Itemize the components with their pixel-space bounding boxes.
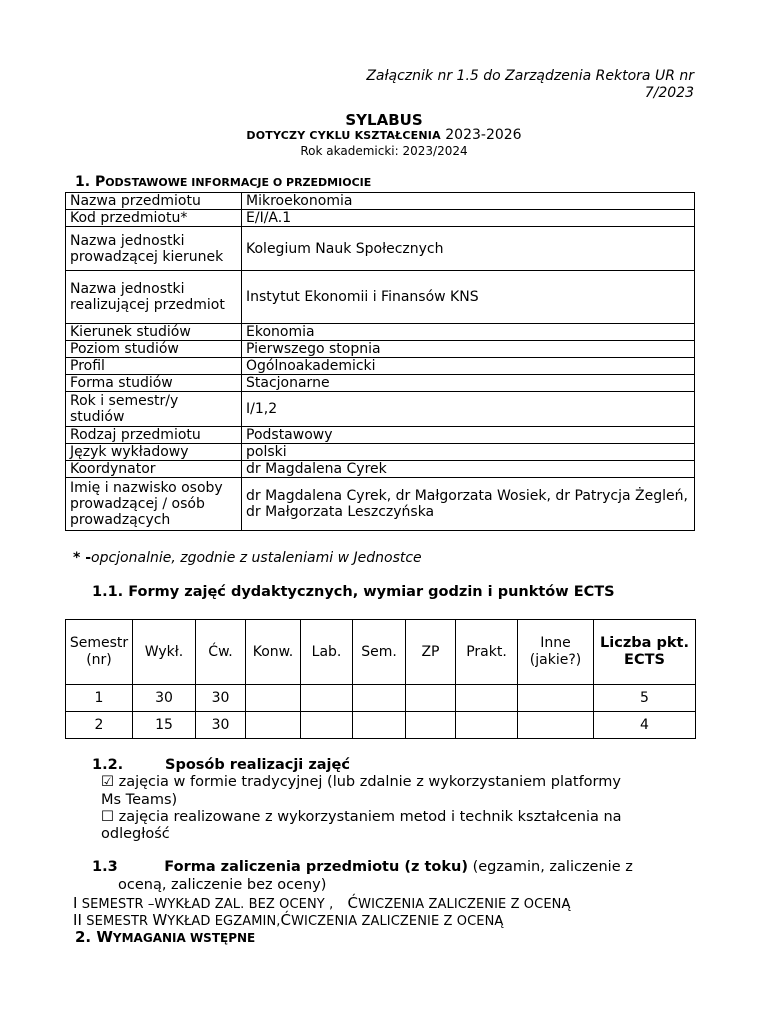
table-row — [66, 341, 695, 358]
sem2-part-a: II — [73, 911, 83, 929]
info-key: Poziom studiów — [66, 341, 242, 358]
info-key: Imię i nazwisko osoby prowadzącej / osób prowadzących — [66, 478, 242, 531]
info-key: Kod przedmiotu* — [66, 210, 242, 227]
footnote — [73, 550, 422, 566]
checkbox-checked-icon: ☑ — [101, 774, 114, 790]
section-2-number: 2. — [75, 928, 92, 946]
info-key: Rok i semestr/y studiów — [66, 392, 242, 427]
header-cell: Inne (jakie?) — [518, 620, 594, 685]
academic-year: Rok akademicki: 2023/2024 — [300, 144, 468, 158]
header-cell: Lab. — [301, 620, 353, 685]
section-1-3-desc: (egzamin, zaliczenie z — [472, 859, 633, 875]
table-header-row — [66, 620, 696, 685]
table-cell — [301, 712, 353, 739]
table-row — [66, 444, 695, 461]
section-1-first-letter: P — [94, 174, 106, 190]
sem1-part-a: I — [73, 894, 78, 912]
info-value: dr Magdalena Cyrek — [242, 461, 695, 478]
semester-1-rule — [73, 894, 570, 912]
table-row — [66, 271, 695, 324]
header-cell: Prakt. — [456, 620, 518, 685]
table-cell: 30 — [196, 685, 246, 712]
cycle-label: DOTYCZY CYKLU KSZTAŁCENIA — [246, 129, 441, 142]
cycle-subtitle — [0, 127, 768, 143]
sem2-part-f: WICZENIA ZALICZENIE Z OCENĄ — [291, 914, 504, 929]
info-value: Mikroekonomia — [242, 193, 695, 210]
section-1-3-title: Forma zaliczenia przedmiotu (z toku) — [164, 859, 468, 875]
section-1-3-desc-cont: oceną, zaliczenie bez oceny) — [118, 877, 327, 893]
table-cell — [301, 685, 353, 712]
section-1-2-number: 1.2. — [92, 757, 124, 773]
option-traditional — [101, 774, 621, 791]
document-title: SYLABUS — [345, 111, 423, 129]
table-cell — [456, 685, 518, 712]
table-cell: 5 — [594, 685, 696, 712]
option-remote-cont: odległość — [101, 826, 170, 842]
table-row — [66, 685, 696, 712]
basic-info-table — [65, 192, 695, 531]
header-cell: Ćw. — [196, 620, 246, 685]
cycle-years: 2023-2026 — [445, 127, 522, 143]
sem1-part-d: WICZENIA ZALICZENIE Z OCENĄ — [358, 897, 571, 912]
header-cell: ZP — [406, 620, 456, 685]
table-cell: 15 — [133, 712, 196, 739]
info-key: Profil — [66, 358, 242, 375]
table-row — [66, 358, 695, 375]
info-value: Ogólnoakademicki — [242, 358, 695, 375]
info-value: Pierwszego stopnia — [242, 341, 695, 358]
sem2-part-b: SEMESTR — [86, 914, 149, 929]
table-cell — [518, 685, 594, 712]
section-1-heading — [75, 174, 371, 190]
table-row — [66, 461, 695, 478]
table-row — [66, 712, 696, 739]
info-key: Nazwa jednostki realizującej przedmiot — [66, 271, 242, 324]
section-1-3-heading — [92, 859, 633, 875]
info-value: polski — [242, 444, 695, 461]
checkbox-empty-icon: ☐ — [101, 809, 114, 825]
info-value: Kolegium Nauk Społecznych — [242, 227, 695, 271]
section-2-rest: YMAGANIA WSTĘPNE — [112, 931, 256, 945]
semester-2-rule — [73, 911, 503, 929]
annex-line-1: Załącznik nr 1.5 do Zarządzenia Rektora UR nr — [366, 68, 694, 84]
sem1-part-c: Ć — [347, 894, 359, 912]
option-text: zajęcia realizowane z wykorzystaniem metod i technik kształcenia na — [118, 809, 622, 825]
info-value: E/I/A.1 — [242, 210, 695, 227]
table-row — [66, 227, 695, 271]
info-value: Instytut Ekonomii i Finansów KNS — [242, 271, 695, 324]
info-value: dr Magdalena Cyrek, dr Małgorzata Wosiek, dr Patrycja Żegleń, dr Małgorzata Leszczyńska — [242, 478, 695, 531]
header-cell: Semestr (nr) — [66, 620, 133, 685]
sem2-part-c: W — [152, 911, 168, 929]
info-key: Nazwa jednostki prowadzącej kierunek — [66, 227, 242, 271]
table-cell — [456, 712, 518, 739]
section-1-rest: ODSTAWOWE INFORMACJE O PRZEDMIOCIE — [105, 176, 372, 189]
table-row — [66, 375, 695, 392]
info-key: Rodzaj przedmiotu — [66, 427, 242, 444]
table-row — [66, 324, 695, 341]
section-2-first-letter: W — [96, 928, 113, 946]
info-key: Koordynator — [66, 461, 242, 478]
info-value: Ekonomia — [242, 324, 695, 341]
table-cell — [406, 685, 456, 712]
footnote-text: opcjonalnie, zgodnie z ustaleniami w Jednostce — [91, 550, 422, 566]
table-cell — [246, 712, 301, 739]
option-text: zajęcia w formie tradycyjnej (lub zdalnie z wykorzystaniem platformy — [118, 774, 621, 790]
info-key: Nazwa przedmiotu — [66, 193, 242, 210]
sem2-part-d: YKŁAD EGZAMIN, — [167, 914, 281, 929]
header-cell: Konw. — [246, 620, 301, 685]
table-cell — [406, 712, 456, 739]
table-row — [66, 427, 695, 444]
info-value: I/1,2 — [242, 392, 695, 427]
table-cell — [518, 712, 594, 739]
footnote-star: * - — [73, 550, 92, 566]
hours-table — [65, 619, 696, 739]
table-cell: 4 — [594, 712, 696, 739]
info-key: Język wykładowy — [66, 444, 242, 461]
section-1-1-heading: 1.1. Formy zajęć dydaktycznych, wymiar godzin i punktów ECTS — [92, 584, 615, 600]
table-cell — [246, 685, 301, 712]
annex-reference — [334, 68, 694, 102]
info-key: Forma studiów — [66, 375, 242, 392]
sem1-part-b: SEMESTR –WYKŁAD ZAL. BEZ OCENY , — [81, 897, 334, 912]
header-cell: Liczba pkt. ECTS — [594, 620, 696, 685]
table-row — [66, 478, 695, 531]
annex-line-2: 7/2023 — [644, 85, 694, 101]
option-remote — [101, 809, 622, 826]
section-1-2-title: Sposób realizacji zajęć — [165, 757, 350, 773]
table-row — [66, 210, 695, 227]
section-2-heading — [75, 928, 255, 946]
section-1-2-heading — [92, 757, 350, 773]
table-row — [66, 193, 695, 210]
section-1-number: 1. — [75, 174, 91, 190]
table-cell: 2 — [66, 712, 133, 739]
table-cell — [353, 685, 406, 712]
option-traditional-cont: Ms Teams) — [101, 792, 178, 808]
table-cell — [353, 712, 406, 739]
info-value: Stacjonarne — [242, 375, 695, 392]
table-cell: 1 — [66, 685, 133, 712]
header-cell: Sem. — [353, 620, 406, 685]
table-cell: 30 — [133, 685, 196, 712]
sem2-part-e: Ć — [280, 911, 292, 929]
table-cell: 30 — [196, 712, 246, 739]
table-row — [66, 392, 695, 427]
info-key: Kierunek studiów — [66, 324, 242, 341]
info-value: Podstawowy — [242, 427, 695, 444]
section-1-3-number: 1.3 — [92, 859, 118, 875]
header-cell: Wykł. — [133, 620, 196, 685]
